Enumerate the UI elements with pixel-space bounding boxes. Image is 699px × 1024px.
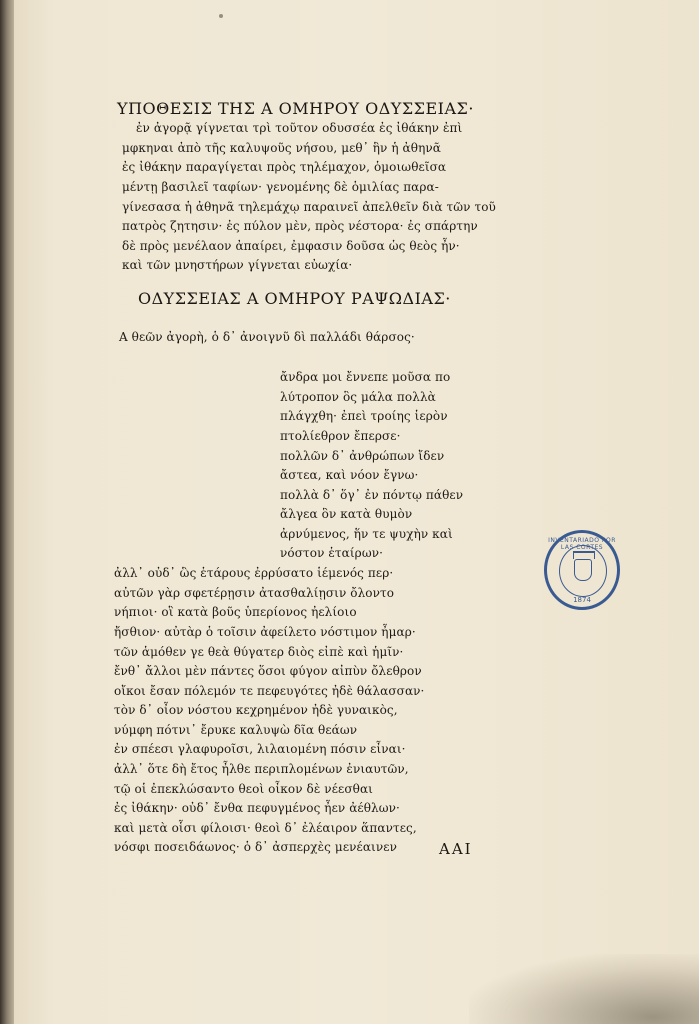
verse-line: καὶ μετὰ οἷσι φίλοισι· θεοὶ δ᾽ ἐλέαιρον ἅπαντες, xyxy=(114,821,417,835)
argument-line: ἐς ἰθάκην παραγίγεται πρὸς τηλέμαχον, ὁμοιωθεῖσα xyxy=(122,160,447,174)
verse-line: οἴκοι ἔσαν πόλεμόν τε πεφευγότες ἠδὲ θάλασσαν· xyxy=(114,684,425,698)
argument-line: ἐν ἀγορᾷ γίγνεται τρὶ τοῦτον οδυσσέα ἐς ἰθάκην ἐπὶ xyxy=(136,121,463,135)
verse-line: ἐς ἰθάκην· οὐδ᾽ ἔνθα πεφυγμένος ἦεν ἀέθλων· xyxy=(114,801,400,815)
verse-line: ἔνθ᾽ ἄλλοι μὲν πάντες ὅσοι φύγον αἰπὺν ὄλεθρον xyxy=(114,664,422,678)
verse-line: ἀλλ᾽ οὐδ᾽ ὣς ἑτάρους ἐρρύσατο ἱέμενός περ· xyxy=(114,566,394,580)
verse-line: αὐτῶν γὰρ σφετέρῃσιν ἀτασθαλίῃσιν ὄλοντο xyxy=(114,586,395,600)
verse-line: ἀλλ᾽ ὅτε δὴ ἔτος ἦλθε περιπλομένων ἐνιαυτῶν, xyxy=(114,762,409,776)
book-summary: Α θεῶν ἀγορὴ, ὁ δ᾽ ἀνοιγνῦ δὶ παλλάδι θάρσος· xyxy=(119,330,415,344)
verse-line: νόσφι ποσειδάωνος· ὁ δ᾽ ἀσπερχὲς μενέαινεν xyxy=(114,840,397,854)
stamp-text: INVENTARIADO POR LAS CORTES xyxy=(548,537,616,551)
verse-line: νήπιοι· οἳ κατὰ βοῦς ὑπερίονος ἠελίοιο xyxy=(114,605,357,619)
verse-line: ἄλγεα ὃν κατὰ θυμὸν xyxy=(280,507,413,521)
verse-line: τῷ οἱ ἐπεκλώσαντο θεοὶ οἶκον δὲ νέεσθαι xyxy=(114,782,373,796)
verse-line: λύτροπον ὃς μάλα πολλὰ xyxy=(280,390,436,404)
paper-speck xyxy=(219,14,223,18)
argument-line: καὶ τῶν μνηστήρων γίγνεται εὐωχία· xyxy=(122,258,353,272)
library-stamp xyxy=(544,530,620,610)
book-heading: ΟΔΥΣΣΕΙΑΣ Α ΟΜΗΡΟΥ ΡΑΨΩΔΙΑΣ· xyxy=(138,289,451,308)
argument-heading: ΥΠΟΘΕΣΙΣ ΤΗΣ Α ΟΜΗΡΟΥ ΟΔΥΣΣΕΙΑΣ· xyxy=(117,99,474,118)
verse-line: τὸν δ᾽ οἶον νόστου κεχρημένον ἠδὲ γυναικὸς, xyxy=(114,703,398,717)
verse-line: ἀρνύμενος, ἥν τε ψυχὴν καὶ xyxy=(280,527,453,541)
verse-line: ἄνδρα μοι ἔννεπε μοῦσα πο xyxy=(280,370,451,384)
verse-line: ἐν σπέεσι γλαφυροῖσι, λιλαιομένη πόσιν εἶναι· xyxy=(114,742,406,756)
verse-line: πολλὰ δ᾽ ὅγ᾽ ἐν πόντῳ πάθεν xyxy=(280,488,464,502)
verse-line: ἄστεα, καὶ νόον ἔγνω· xyxy=(280,468,419,482)
signature-mark: ΑΑΙ xyxy=(439,840,473,858)
crown-icon xyxy=(573,551,595,559)
argument-line: δὲ πρὸς μενέλαον ἀπαίρει, ἐμφασιν δοῦσα ὡς θεὸς ἦν· xyxy=(122,239,460,253)
coat-of-arms-icon xyxy=(574,559,592,581)
verse-line: νόστον ἑταίρων· xyxy=(280,546,384,560)
water-stain xyxy=(469,954,699,1024)
verse-line: ἤσθιον· αὐτὰρ ὁ τοῖσιν ἀφείλετο νόστιμον ἦμαρ· xyxy=(114,625,416,639)
verse-line: νύμφη πότνι᾽ ἔρυκε καλυψὼ δῖα θεάων xyxy=(114,723,358,737)
verse-line: πτολίεθρον ἔπερσε· xyxy=(280,429,401,443)
verse-line: τῶν ἁμόθεν γε θεὰ θύγατερ διὸς εἰπὲ καὶ ἡμῖν· xyxy=(114,645,404,659)
argument-line: πατρὸς ζητησιν· ἐς πύλον μὲν, πρὸς νέστορα· ἐς σπάρτην xyxy=(122,219,478,233)
argument-line: μφκηναι ἀπὸ τῆς καλυψοῦς νήσου, μεθ᾽ ἣν ἡ ἀθηνᾶ xyxy=(122,141,441,155)
verse-line: πολλῶν δ᾽ ἀνθρώπων ἴδεν xyxy=(280,449,445,463)
argument-line: μέντῃ βασιλεῖ ταφίων· γενομένης δὲ ὁμιλίας παρα- xyxy=(122,180,439,194)
book-page xyxy=(14,0,699,1024)
stamp-year: 1874 xyxy=(573,596,591,604)
argument-line: γίνεσασα ἡ ἀθηνᾶ τηλεμάχῳ παραινεῖ ἀπελθεῖν διὰ τῶν τοῦ xyxy=(122,200,496,214)
verse-line: πλάγχθη· ἐπεὶ τροίης ἱερὸν xyxy=(280,409,448,423)
